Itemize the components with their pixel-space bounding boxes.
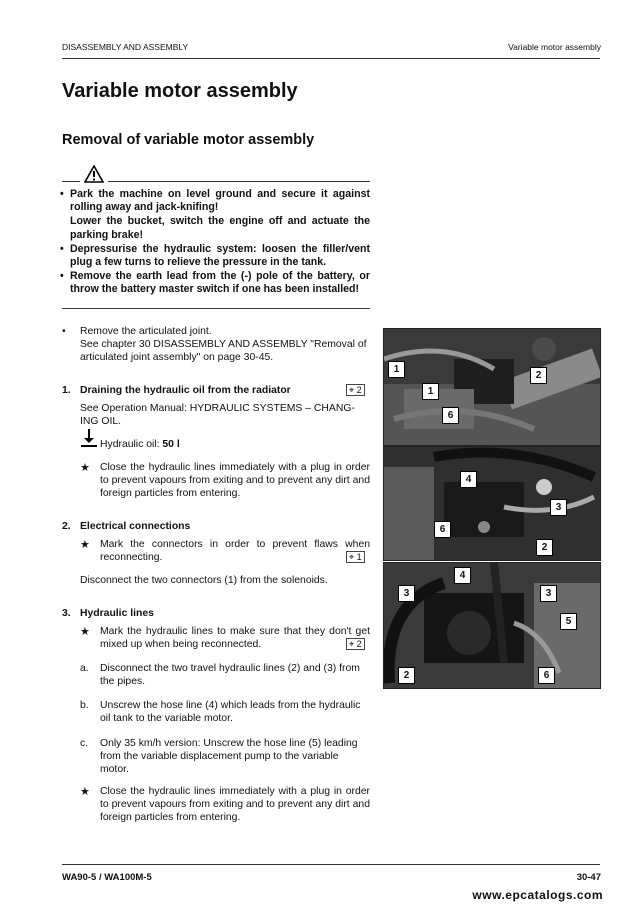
step3a-label: a. — [80, 663, 89, 674]
step3c-text: Only 35 km/h version: Unscrew the hose line (5) leading from the variable displacement pump to the variable motor. — [100, 738, 358, 776]
star-icon: ★ — [80, 462, 90, 474]
callout-3b: 3 — [540, 585, 557, 602]
watermark: www.epcatalogs.com — [472, 888, 603, 902]
intro-bullet: • — [62, 326, 66, 337]
step1-number: 1. — [62, 385, 71, 396]
callout-2: 2 — [530, 367, 547, 384]
callout-4: 4 — [460, 471, 477, 488]
footer-model: WA90-5 / WA100M-5 — [62, 872, 152, 883]
warning-header — [62, 165, 372, 183]
page-title: Variable motor assembly — [62, 80, 298, 102]
step1-note: Close the hydraulic lines immediately with a plug in order to prevent vapours from exiting and to prevent any dirt and foreign particles from entering. — [100, 462, 370, 500]
intro-text: Remove the articulated joint. See chapter 30 DISASSEMBLY AND ASSEMBLY "Removal of articulated joint assembly" on page 30-45. — [80, 326, 367, 364]
step1-title: Draining the hydraulic oil from the radiator — [80, 385, 291, 396]
warning-triangle-icon — [84, 165, 104, 183]
callout-6: 6 — [538, 667, 555, 684]
step1-figure-ref: ⌖ 2 — [346, 384, 365, 396]
oil-quantity: Hydraulic oil: 50 l — [100, 439, 180, 450]
callout-2: 2 — [398, 667, 415, 684]
callout-1: 1 — [388, 361, 405, 378]
star-icon: ★ — [80, 539, 90, 551]
callout-6: 6 — [434, 521, 451, 538]
callout-6: 6 — [442, 407, 459, 424]
step2-text: Disconnect the two connectors (1) from the solenoids. — [80, 575, 328, 586]
step3b-text: Unscrew the hose line (4) which leads from the hydraulic oil tank to the variable motor. — [100, 700, 361, 725]
header-rule — [62, 58, 600, 59]
star-icon: ★ — [80, 786, 90, 798]
step3-title: Hydraulic lines — [80, 608, 154, 619]
warning-bottom-rule — [62, 308, 370, 309]
warning-item: • Park the machine on level ground and secure it against rolling away and jack-knifing! — [60, 188, 370, 214]
step3b-label: b. — [80, 700, 89, 711]
warning-item: Lower the bucket, switch the engine off and actuate the parking brake! — [70, 215, 370, 241]
step3-number: 3. — [62, 608, 71, 619]
step3c-label: c. — [80, 738, 89, 749]
warning-list — [60, 188, 370, 298]
callout-1b: 1 — [422, 383, 439, 400]
step2-number: 2. — [62, 521, 71, 532]
step3a-text: Disconnect the two travel hydraulic lines (2) and (3) from the pipes. — [100, 663, 360, 688]
oil-level-icon — [80, 429, 98, 449]
footer-rule — [62, 864, 600, 865]
step2-figure-ref: ⌖ 1 — [346, 551, 365, 563]
warning-item: • Remove the earth lead from the (-) pole of the battery, or throw the battery master switch if one has been installed! — [60, 270, 370, 296]
callout-3: 3 — [550, 499, 567, 516]
callout-5: 5 — [560, 613, 577, 630]
section-subtitle: Removal of variable motor assembly — [62, 132, 315, 148]
step2-note: Mark the connectors in order to prevent flaws when reconnecting. — [100, 539, 370, 564]
star-icon: ★ — [80, 626, 90, 638]
step2-title: Electrical connections — [80, 521, 191, 532]
header-section-title: DISASSEMBLY AND ASSEMBLY — [62, 42, 189, 52]
callout-2: 2 — [536, 539, 553, 556]
callout-4: 4 — [454, 567, 471, 584]
photo-hydraulic-lines-top — [383, 446, 601, 561]
page-number: 30-47 — [576, 872, 601, 883]
step1-see-text: See Operation Manual: HYDRAULIC SYSTEMS – CHANG-ING OIL. — [80, 403, 355, 428]
photo-hydraulic-lines-bottom — [383, 562, 601, 689]
callout-3: 3 — [398, 585, 415, 602]
photo-connectors — [383, 328, 601, 446]
warning-item: • Depressurise the hydraulic system: loosen the filler/vent plug a few turns to relieve the pressure in the tank. — [60, 242, 370, 269]
step3-note2: Close the hydraulic lines immediately with a plug in order to prevent vapours from exiting and to prevent any dirt and foreign particles from entering. — [100, 786, 370, 824]
header-page-topic: Variable motor assembly — [508, 42, 601, 52]
step3-note: Mark the hydraulic lines to make sure that they don't get mixed up when being reconnected. — [100, 626, 370, 651]
step3-figure-ref: ⌖ 2 — [346, 638, 365, 650]
